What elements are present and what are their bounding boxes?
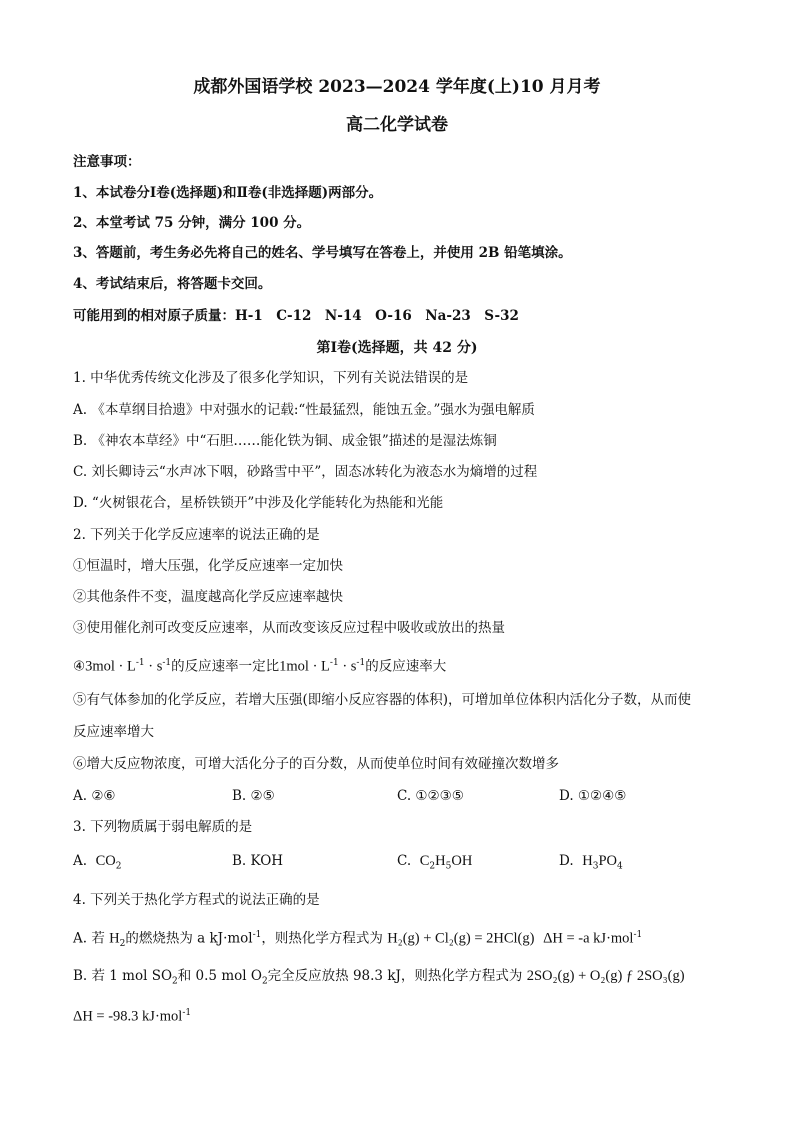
q3-option-a: A. $CO_2$	[73, 853, 122, 872]
q3-option-c: C. $C_2H_5OH$	[397, 853, 473, 872]
q2-stem: 2. 下列关于化学反应速率的说法正确的是	[73, 527, 320, 543]
q1-option-c: C. 刘长卿诗云“水声冰下咽，砂路雪中平”，固态冰转化为液态水为熵增的过程	[73, 464, 538, 480]
q2-option-c: C. ①②③⑤	[397, 788, 464, 804]
notice-heading: 注意事项：	[73, 154, 141, 170]
q2-statement-1: ①恒温时，增大压强，化学反应速率一定加快	[73, 558, 343, 574]
q1-option-a: A. 《本草纲目拾遗》中对强水的记载:“性最猛烈，能蚀五金。”强水为强电解质	[73, 402, 535, 418]
q2-statement-6: ⑥增大反应物浓度，可增大活化分子的百分数，从而使单位时间有效碰撞次数增多	[73, 756, 559, 772]
q1-stem: 1. 中华优秀传统文化涉及了很多化学知识，下列有关说法错误的是	[73, 370, 469, 386]
q2-option-d: D. ①②④⑤	[559, 788, 627, 804]
q4-option-a: A. 若 $H_2$的燃烧热为 a kJ·mol$^{-1}$，则热化学方程式为 H₂(g) + Cl₂(g) = 2HCl(g) ΔH = -a kJ·mol$^{-1}$	[73, 930, 643, 950]
section-title: 第Ⅰ卷(选择题，共 42 分)	[316, 340, 478, 356]
q4-option-b-line2: ΔH = -98.3 kJ·mol$^{-1}$	[73, 1008, 192, 1025]
q4-stem: 4. 下列关于热化学方程式的说法正确的是	[73, 892, 320, 908]
q2-statement-2: ②其他条件不变，温度越高化学反应速率越快	[73, 589, 343, 605]
q2-statement-5-line2: 反应速率增大	[73, 724, 154, 740]
exam-subtitle: 高二化学试卷	[346, 115, 448, 135]
exam-title: 成都外国语学校 2023—2024 学年度(上)10 月月考	[193, 77, 601, 97]
q3-stem: 3. 下列物质属于弱电解质的是	[73, 819, 253, 835]
q3-option-d: D. $H_3PO_4$	[559, 853, 623, 872]
q4-option-b-line1: B. 若 1 mol $SO_2$和 0.5 mol $O_2$完全反应放热 98.3 kJ，则热化学方程式为 2SO₂(g) + O₂(g) ƒ 2SO₃(g)	[73, 968, 685, 987]
q2-option-b: B. ②⑤	[232, 788, 275, 804]
notice-item-2: 2、本堂考试 75 分钟，满分 100 分。	[73, 215, 311, 231]
q2-option-a: A. ②⑥	[73, 788, 116, 804]
atomic-masses: 可能用到的相对原子质量：H-1 C-12 N-14 O-16 Na-23 S-32	[73, 308, 519, 324]
q3-option-b: B. KOH	[232, 853, 284, 869]
q1-option-d: D. “火树银花合，星桥铁锁开”中涉及化学能转化为热能和光能	[73, 495, 444, 511]
q2-statement-5-line1: ⑤有气体参加的化学反应，若增大压强(即缩小反应容器的体积)，可增加单位体积内活化分子数，从而使	[73, 692, 692, 708]
notice-item-3: 3、答题前，考生务必先将自己的姓名、学号填写在答卷上，并使用 2B 铅笔填涂。	[73, 245, 572, 261]
q2-statement-4: ④3mol · $L^{-1} \cdot s^{-1}$的反应速率一定比$1mol \cdot L^{-1} \cdot s^{-1}$的反应速率大	[73, 658, 447, 675]
q2-statement-3: ③使用催化剂可改变反应速率，从而改变该反应过程中吸收或放出的热量	[73, 620, 505, 636]
notice-item-1: 1、本试卷分Ⅰ卷(选择题)和Ⅱ卷(非选择题)两部分。	[73, 185, 383, 201]
q1-option-b: B. 《神农本草经》中“石胆……能化铁为铜、成金银”描述的是湿法炼铜	[73, 433, 497, 449]
notice-item-4: 4、考试结束后，将答题卡交回。	[73, 276, 272, 292]
